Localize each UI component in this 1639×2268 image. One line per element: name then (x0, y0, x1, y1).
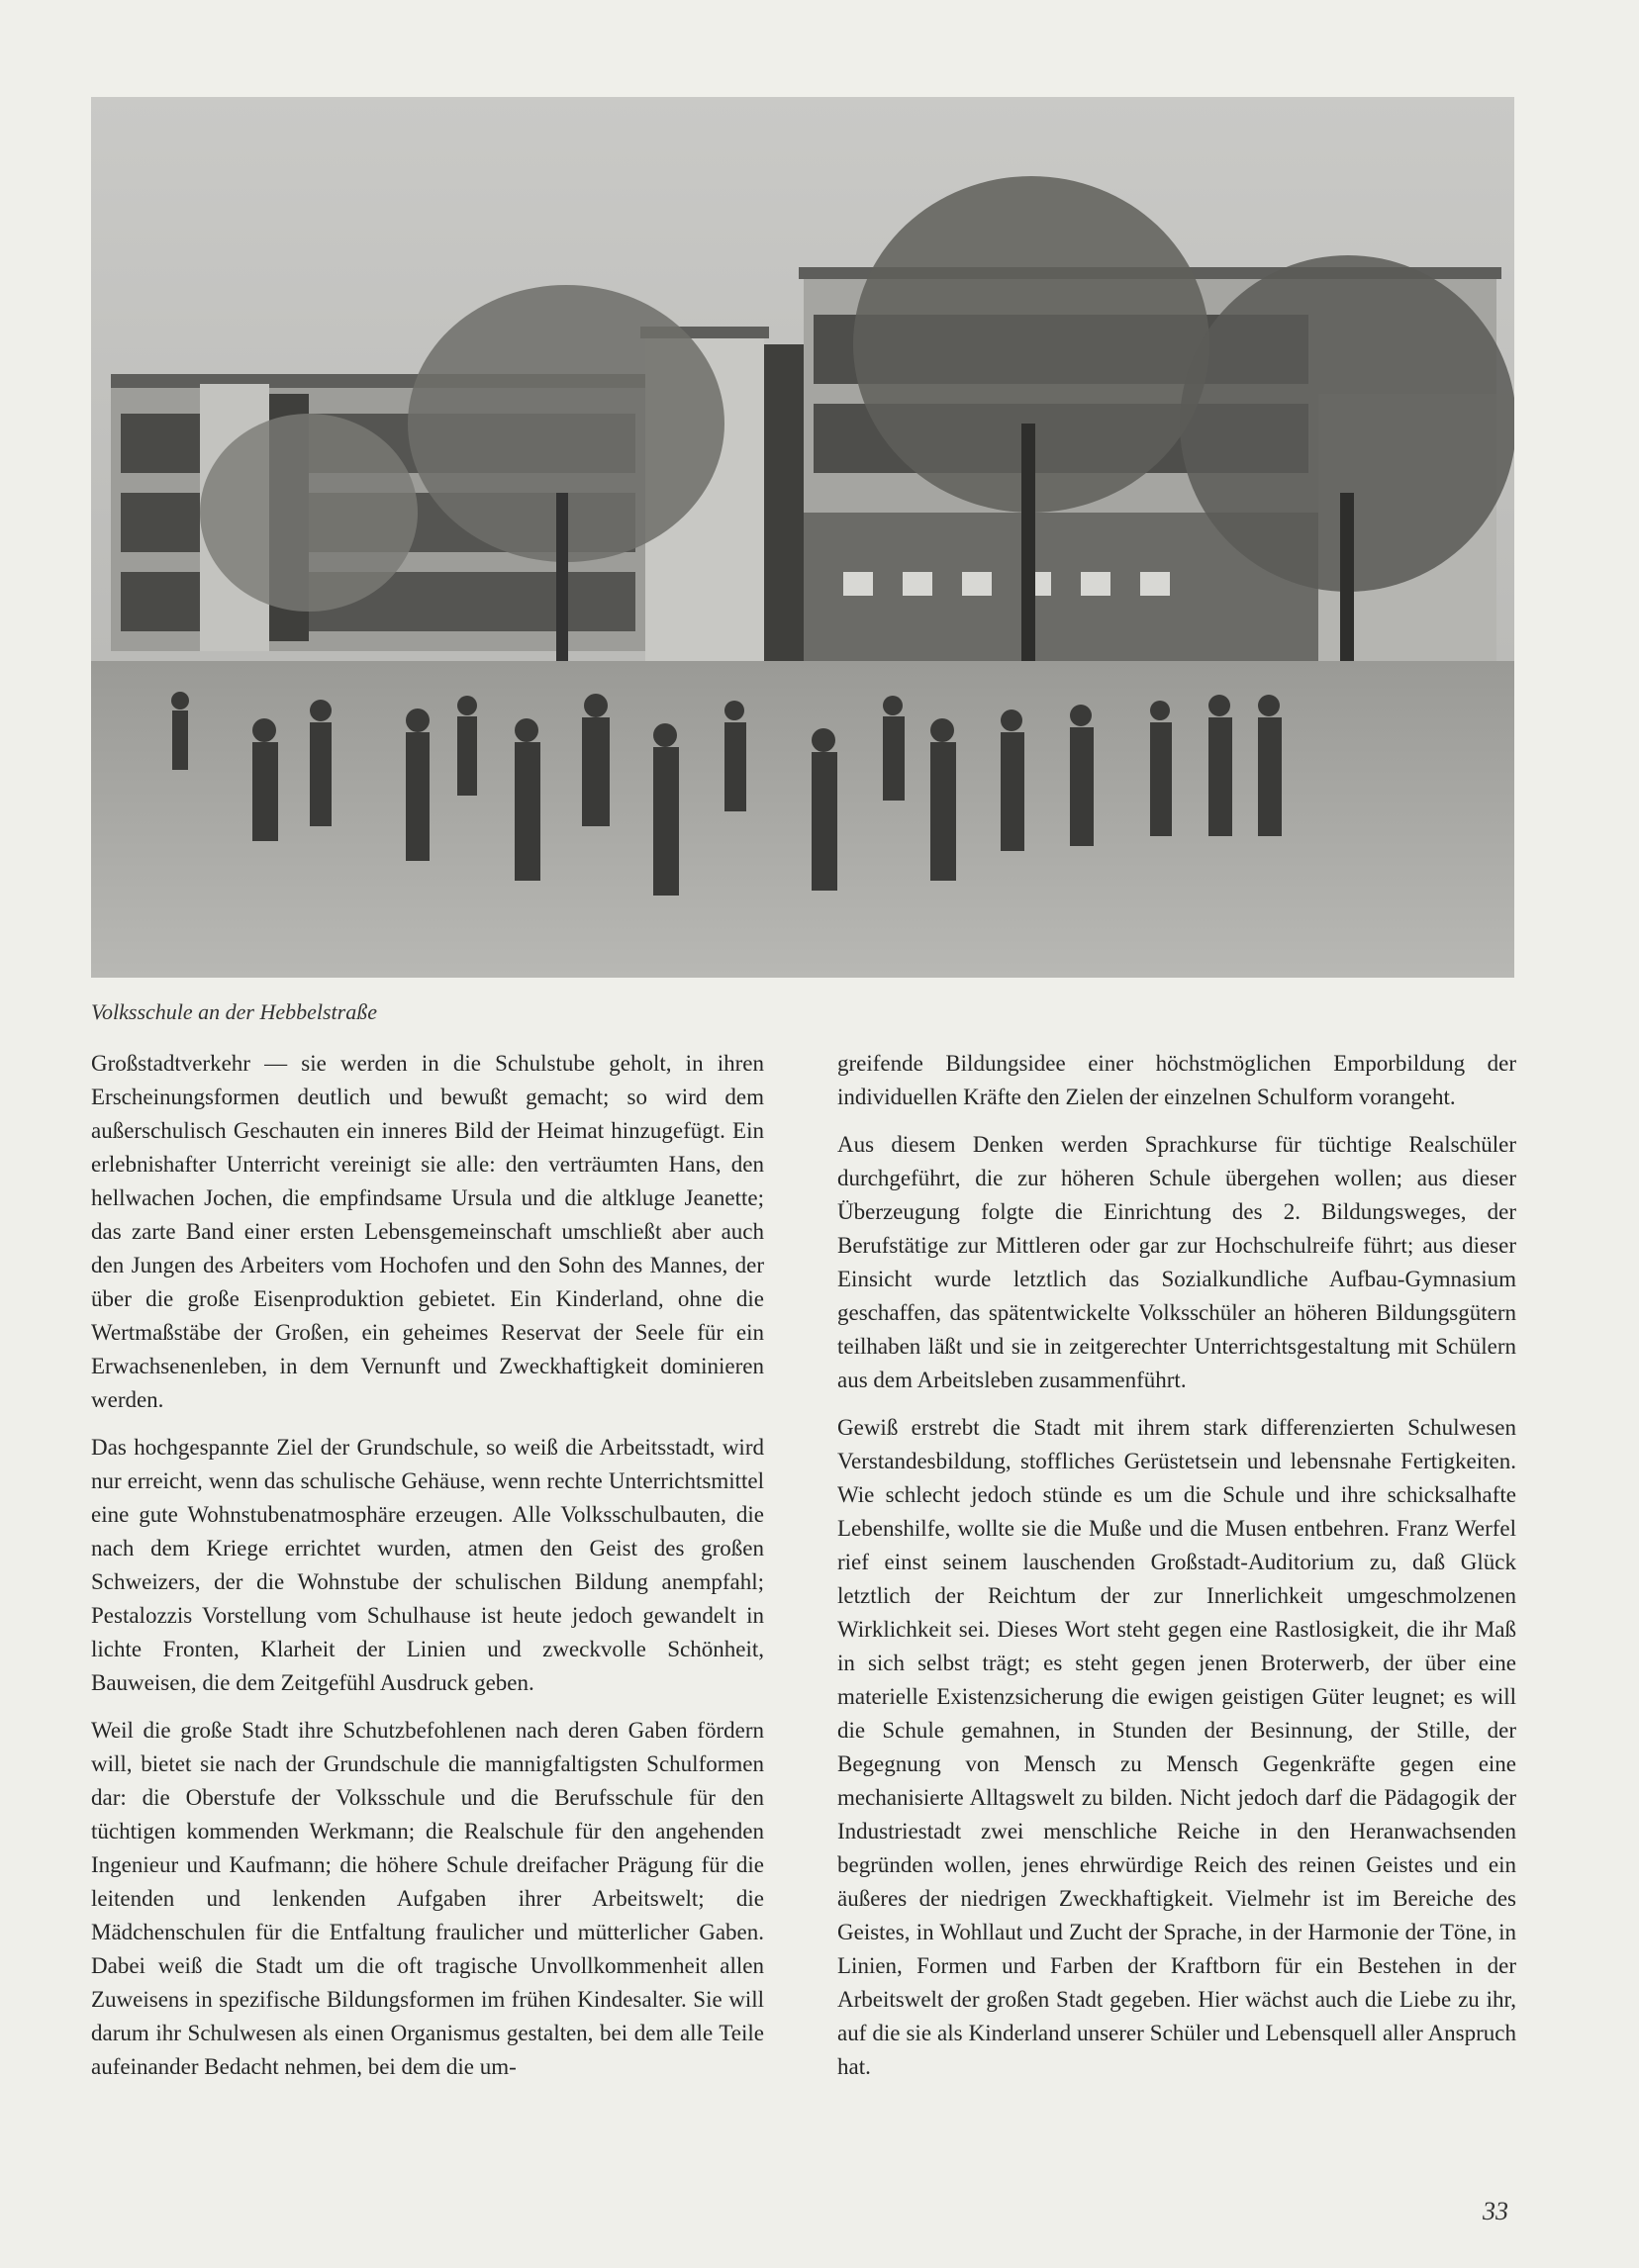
paragraph: greifende Bildungsidee einer höchstmöglichen Emporbildung der individuellen Kräfte den Zielen der einzelnen Schulform vorangeht. (837, 1051, 1516, 1109)
paragraph: Weil die große Stadt ihre Schutzbefohlenen nach deren Gaben fördern will, bietet sie nach der Grundschule die mannigfaltigsten Schulformen dar: die Oberstufe der Volksschule und die Berufsschule für den tüchtigen kommenden Werkmann; die Realschule für den angehenden Ingenieur und Kaufmann; die höhere Schule dreifacher Prägung für die leitenden und lenkenden Aufgaben ihrer Arbeitswelt; die Mädchenschulen für die Entfaltung fraulicher und mütterlicher Gaben. Dabei weiß die Stadt um die oft tragische Unvollkommenheit allen Zuweisens in spezifische Bildungsformen im frühen Kindesalter. Sie will darum ihr Schulwesen als einen Organismus gestalten, bei dem alle Teile aufeinander Bedacht nehmen, bei dem die um- (91, 1718, 764, 2079)
page-number: 33 (1483, 2197, 1508, 2225)
paragraph: Gewiß erstrebt die Stadt mit ihrem stark differenzierten Schulwesen Verstandesbildung, stoffliches Gerüstetsein und lebensnahe Fertigkeiten. Wie schlecht jedoch stünde es um die Schule und ihre schicksalhafte Lebenshilfe, wollte sie die Muße und die Musen entbehren. Franz Werfel rief einst seinem lauschenden Großstadt-Auditorium zu, daß Glück letztlich der Reichtum der zur Innerlichkeit umgeschmolzenen Wirklichkeit sei. Dieses Wort steht gegen eine Rastlosigkeit, die ihr Maß in sich selbst trägt; es steht gegen jenen Broterwerb, der über eine materielle Existenzsicherung die ewigen geistigen Güter leugnet; es will die Schule gemahnen, in Stunden der Besinnung, der Stille, der Begegnung von Mensch zu Mensch Gegenkräfte gegen eine mechanisierte Alltagswelt zu bilden. Nicht jedoch darf die Pädagogik der Industriestadt zwei menschliche Reiche in den Heranwachsenden begründen wollen, jenes ehrwürdige Reich des reinen Geistes und ein äußeres der niedrigen Zweckhaftigkeit. Vielmehr ist im Bereiche des Geistes, in Wohllaut und Zucht der Sprache, in der Harmonie der Töne, in Linien, Formen und Farben der Kraftborn für ein Bestehen in der Arbeitswelt der großen Stadt gegeben. Hier wächst auch die Liebe zu ihr, auf die sie als Kinderland unserer Schüler und Lebensquell aller Anspruch hat. (837, 1415, 1516, 2079)
photo-caption: Volksschule an der Hebbelstraße (91, 999, 377, 1024)
paragraph: Großstadtverkehr — sie werden in die Schulstube geholt, in ihren Erscheinungsformen deutlich und bewußt gemacht; so wird dem außerschulisch Geschauten ein inneres Bild der Heimat hinzugefügt. Ein erlebnishafter Unterricht vereinigt sie alle: den verträumten Hans, den hellwachen Jochen, die empfindsame Ursula und die altkluge Jeanette; das zarte Band einer ersten Lebensgemeinschaft umschließt aber auch den Jungen des Arbeiters vom Hochofen und den Sohn des Mannes, der über die große Eisenproduktion gebietet. Ein Kinderland, ohne die Wertmaßstäbe der Großen, ein geheimes Reservat der Seele für ein Erwachsenenleben, in dem Vernunft und Zweckhaftigkeit dominieren werden. (91, 1051, 764, 1412)
photo-illustration (91, 97, 1514, 978)
left-text-column (91, 1047, 764, 2098)
schoolyard-photo (91, 97, 1514, 978)
paragraph: Das hochgespannte Ziel der Grundschule, so weiß die Arbeitsstadt, wird nur erreicht, wenn das schulische Gehäuse, wenn rechte Unterrichtsmittel eine gute Wohnstubenatmosphäre erzeugen. Alle Volksschulbauten, die nach dem Kriege errichtet wurden, atmen den Geist des großen Schweizers, der die Wohnstube der schulischen Bildung anempfahl; Pestalozzis Vorstellung vom Schulhause ist heute jedoch gewandelt in lichte Fronten, Klarheit der Linien und zweckvolle Schönheit, Bauweisen, die dem Zeitgefühl Ausdruck geben. (91, 1435, 764, 1695)
paragraph: Aus diesem Denken werden Sprachkurse für tüchtige Realschüler durchgeführt, die zur höheren Schule übergehen wollen; aus dieser Überzeugung folgte die Einrichtung des 2. Bildungsweges, der Berufstätige zur Mittleren oder gar zur Hochschulreife führt; aus dieser Einsicht wurde letztlich das Sozialkundliche Aufbau-Gymnasium geschaffen, das spätentwickelte Volksschüler an höheren Bildungsgütern teilhaben läßt und sie in zeitgerechter Unterrichtsgestaltung mit Schülern aus dem Arbeitsleben zusammenführt. (837, 1132, 1516, 1392)
right-text-column (837, 1047, 1516, 2098)
